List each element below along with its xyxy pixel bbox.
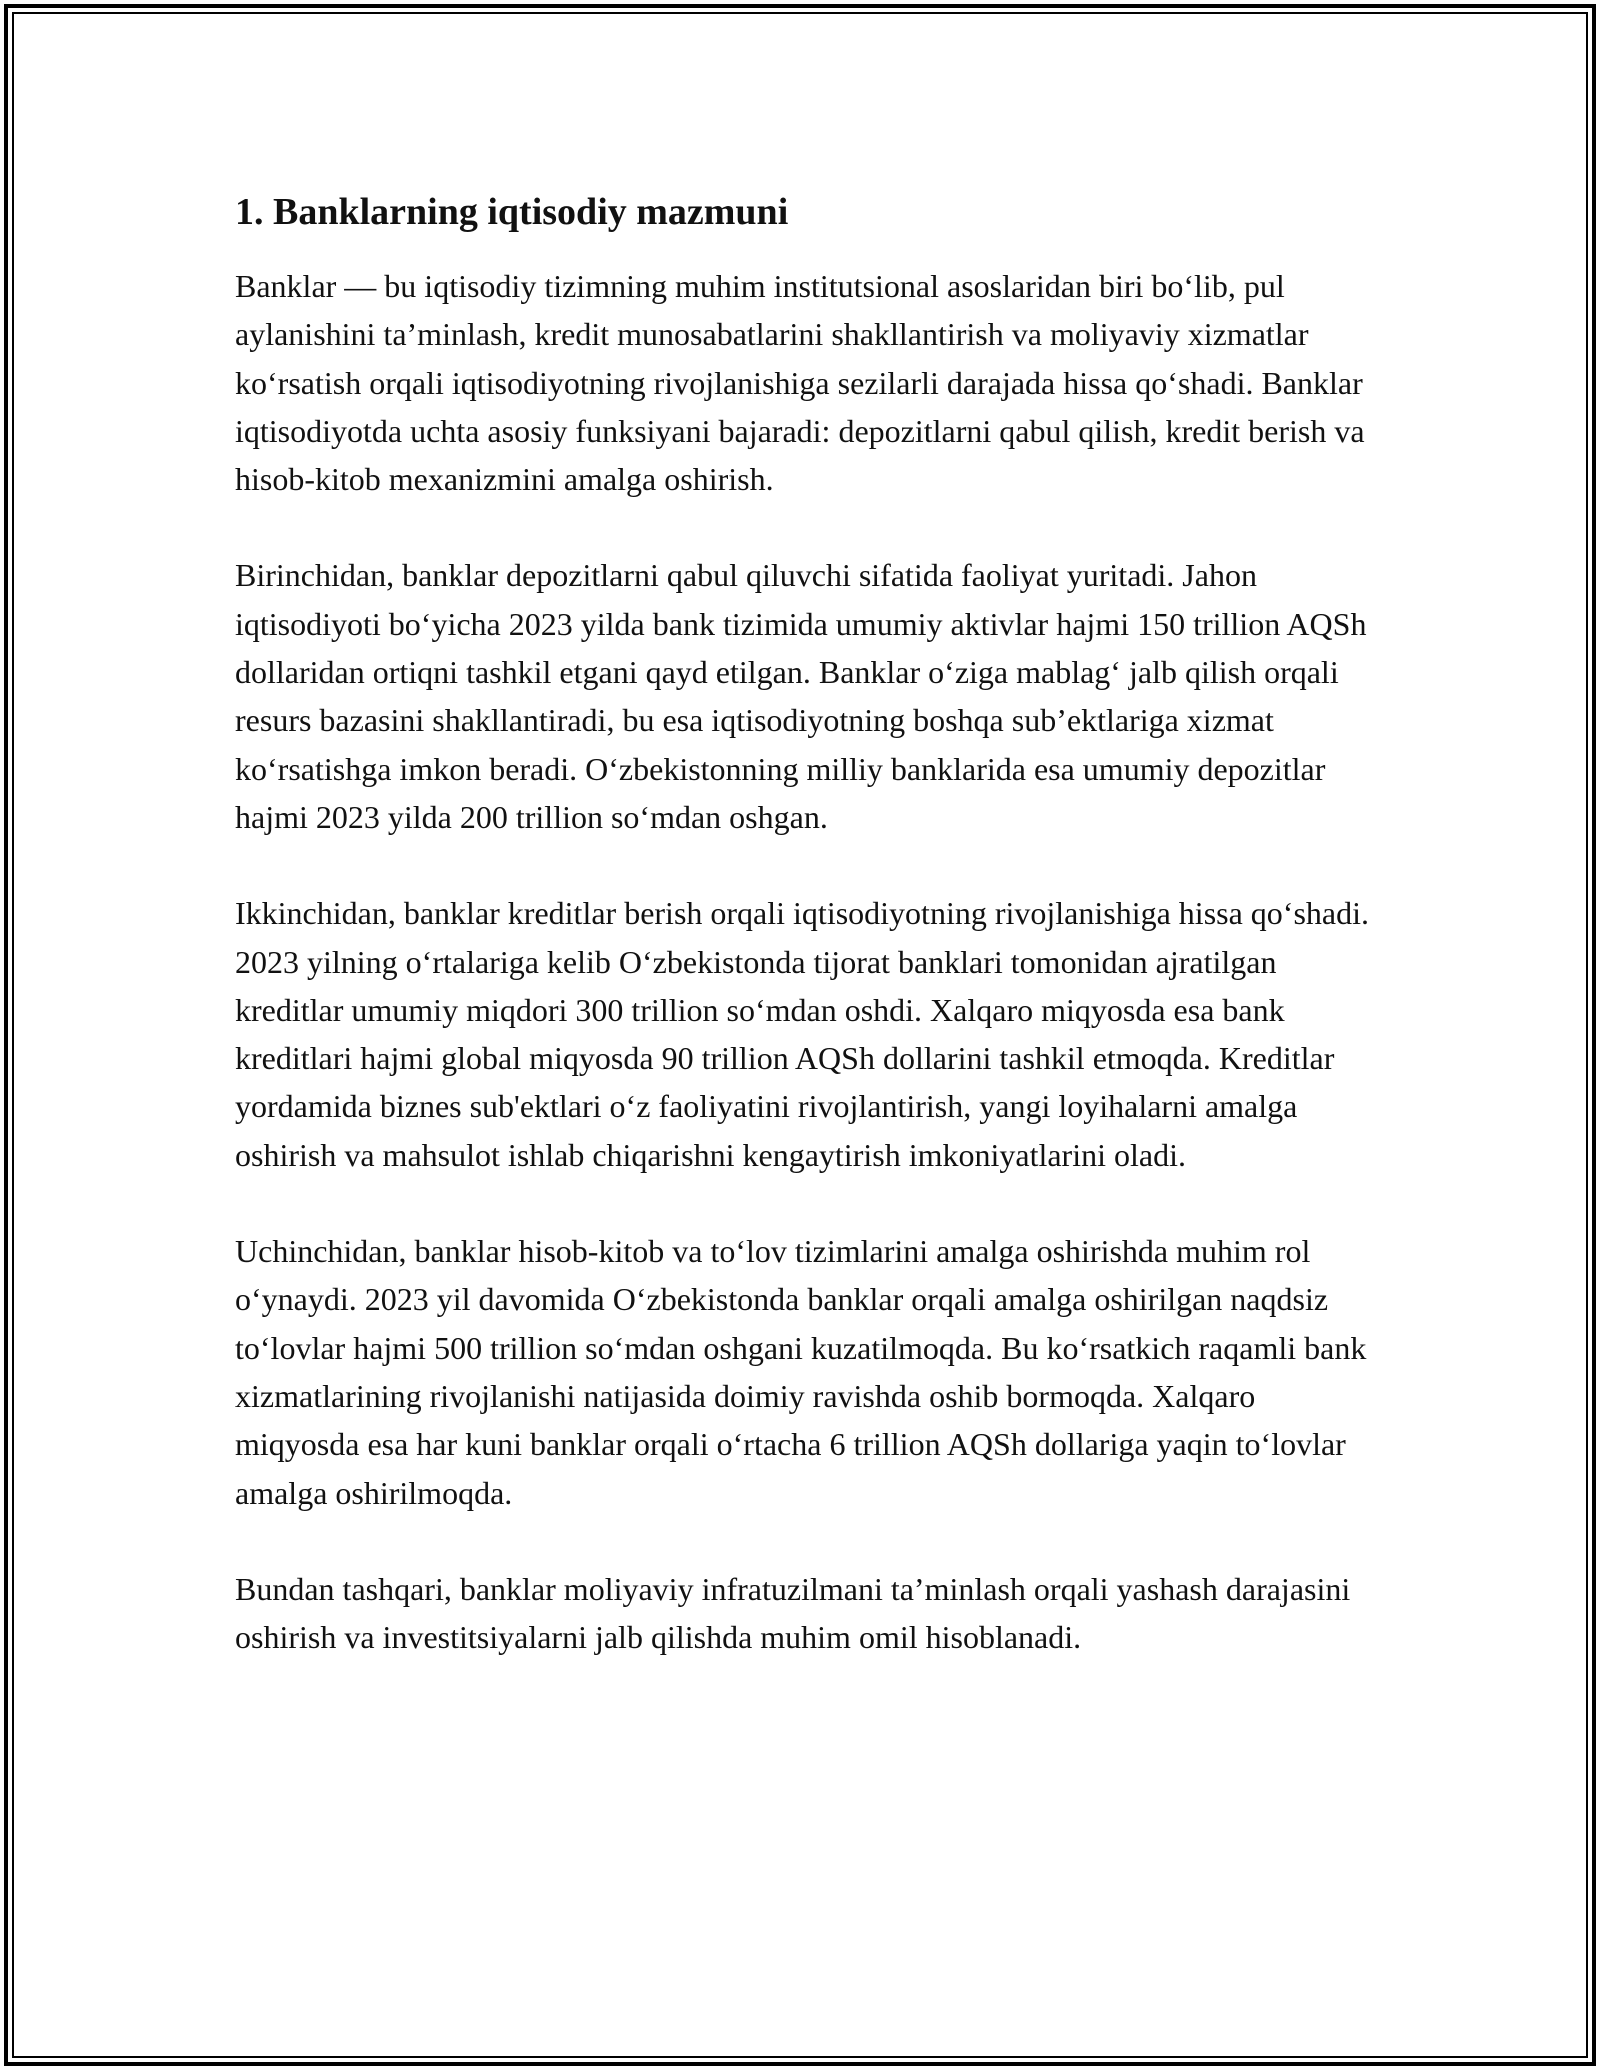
paragraph-deposits: Birinchidan, banklar depozitlarni qabul qiluvchi sifatida faoliyat yuritadi. Jahon iqtisodiyoti bo‘yicha 2023 yilda bank tizimida umumiy aktivlar hajmi 150 trillion AQSh dollaridan ortiqni tashkil etgani qayd etilgan. Banklar o‘ziga mablag‘ jalb qilish orqali resurs bazasini shakllantiradi, bu esa iqtisodiyotning boshqa sub’ektlariga xizmat ko‘rsatishga imkon beradi. O‘zbekistonning milliy banklarida esa umumiy depozitlar hajmi 2023 yilda 200 trillion so‘mdan oshgan.	[235, 557, 1367, 835]
paragraph-credits: Ikkinchidan, banklar kreditlar berish orqali iqtisodiyotning rivojlanishiga hissa qo‘shadi. 2023 yilning o‘rtalariga kelib O‘zbekistonda tijorat banklari tomonidan ajratilgan kreditlar umumiy miqdori 300 trillion so‘mdan oshdi. Xalqaro miqyosda esa bank kreditlari hajmi global miqyosda 90 trillion AQSh dollarini tashkil etmoqda. Kreditlar yordamida biznes sub'ektlari o‘z faoliyatini rivojlantirish, yangi loyihalarni amalga oshirish va mahsulot ishlab chiqarishni kengaytirish imkoniyatlarini oladi.	[235, 895, 1369, 1173]
section-heading: 1. Banklarning iqtisodiy mazmuni	[235, 191, 789, 233]
document-body	[235, 188, 1375, 1661]
paragraph-infrastructure: Bundan tashqari, banklar moliyaviy infratuzilmani ta’minlash orqali yashash darajasini oshirish va investitsiyalarni jalb qilishda muhim omil hisoblanadi.	[235, 1570, 1351, 1656]
paragraph-payments: Uchinchidan, banklar hisob-kitob va to‘lov tizimlarini amalga oshirishda muhim rol o‘ynaydi. 2023 yil davomida O‘zbekistonda banklar orqali amalga oshirilgan naqdsiz to‘lovlar hajmi 500 trillion so‘mdan oshgani kuzatilmoqda. Bu ko‘rsatkich raqamli bank xizmatlarining rivojlanishi natijasida doimiy ravishda oshib bormoqda. Xalqaro miqyosda esa har kuni banklar orqali o‘rtacha 6 trillion AQSh dollariga yaqin to‘lovlar amalga oshirilmoqda.	[235, 1233, 1367, 1511]
paragraph-intro: Banklar — bu iqtisodiy tizimning muhim institutsional asoslaridan biri bo‘lib, pul aylanishini ta’minlash, kredit munosabatlarini shakllantirish va moliyaviy xizmatlar ko‘rsatish orqali iqtisodiyotning rivojlanishiga sezilarli darajada hissa qo‘shadi. Banklar iqtisodiyotda uchta asosiy funksiyani bajaradi: depozitlarni qabul qilish, kredit berish va hisob-kitob mexanizmini amalga oshirish.	[235, 268, 1365, 498]
